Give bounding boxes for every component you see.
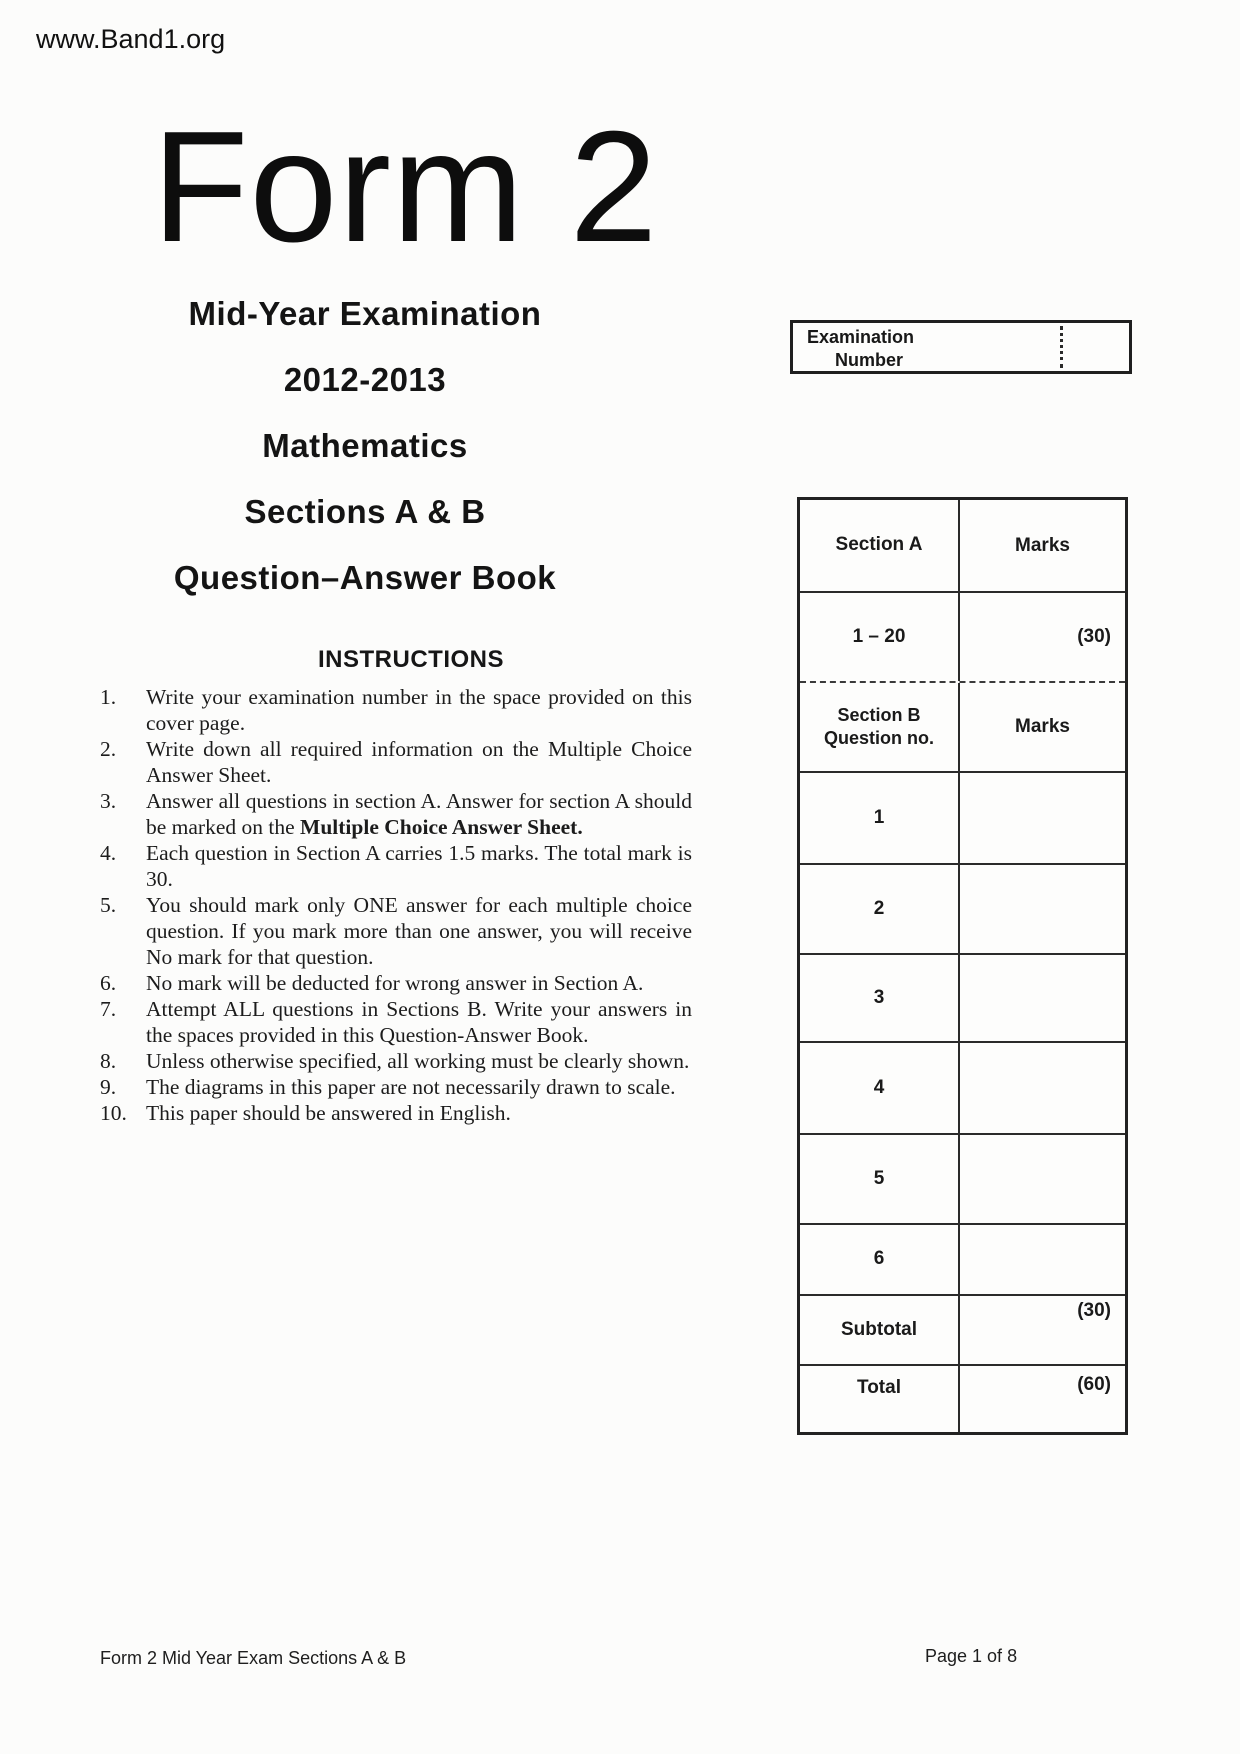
instruction-text [146, 970, 692, 996]
table-row-q1 [800, 773, 1125, 865]
instruction-text [146, 736, 692, 788]
instruction-number: 5. [100, 893, 117, 917]
instruction-number: 9. [100, 1075, 117, 1099]
section-b-label-line1: Section B [837, 704, 921, 725]
instruction-text [146, 1074, 692, 1100]
instruction-text [146, 684, 692, 736]
cell-question-marks [960, 1225, 1125, 1294]
table-row-q2 [800, 865, 1125, 955]
table-row-section-a-header [800, 500, 1125, 593]
cell-question-no: 5 [800, 1135, 960, 1223]
instruction-text-body: Unless otherwise specified, all working must be clearly shown. [146, 1049, 690, 1073]
table-row-q3 [800, 955, 1125, 1043]
table-row-q4 [800, 1043, 1125, 1135]
cell-question-marks [960, 773, 1125, 863]
cell-question-no: 2 [800, 865, 960, 953]
cell-question-no: 4 [800, 1043, 960, 1133]
cell-section-a-marks: (30) [1077, 626, 1111, 647]
instruction-item-6 [100, 970, 692, 996]
instruction-text [146, 996, 692, 1048]
cell-question-marks [960, 1135, 1125, 1223]
instruction-item-9 [100, 1074, 692, 1100]
instruction-number: 4. [100, 841, 117, 865]
cell-subtotal-label: Subtotal [800, 1296, 960, 1364]
instruction-number: 3. [100, 789, 117, 813]
instruction-text-body: The diagrams in this paper are not necessarily drawn to scale. [146, 1075, 676, 1099]
exam-number-label-line2: Number [835, 349, 904, 370]
instructions-section [100, 646, 692, 1126]
title-block [95, 295, 635, 625]
instruction-text-body: Write your examination number in the space provided on this cover page. [146, 685, 692, 735]
subtitle-year: 2012-2013 [283, 361, 447, 398]
cell-section-a-label: Section A [800, 500, 960, 591]
instruction-text [146, 892, 692, 970]
instruction-text [146, 1048, 692, 1074]
instruction-text [146, 1100, 692, 1126]
table-row-subtotal [800, 1296, 1125, 1366]
subtitle-subject: Mathematics [262, 427, 468, 464]
cell-question-marks [960, 955, 1125, 1041]
page-title: Form 2 [152, 99, 659, 275]
subtitle-book: Question–Answer Book [173, 559, 557, 596]
instruction-text-bold: Multiple Choice Answer Sheet. [300, 815, 583, 839]
cell-marks-header-b: Marks [1015, 716, 1070, 737]
subtitle-sections: Sections A & B [244, 493, 486, 530]
subtitle-exam: Mid-Year Examination [188, 295, 542, 332]
exam-number-divider [1060, 326, 1063, 368]
instruction-text-body: Attempt ALL questions in Sections B. Write your answers in the spaces provided in this Question-Answer Book. [146, 997, 692, 1047]
cell-question-range: 1 – 20 [800, 593, 960, 681]
cell-question-no: 6 [800, 1225, 960, 1294]
section-b-label-line2: Question no. [824, 728, 934, 748]
instruction-item-4 [100, 840, 692, 892]
exam-number-label [793, 323, 1129, 371]
footer-document-title: Form 2 Mid Year Exam Sections A & B [100, 1648, 407, 1668]
instruction-text-body: This paper should be answered in English. [146, 1101, 511, 1125]
cell-question-no: 3 [800, 955, 960, 1041]
instruction-item-10 [100, 1100, 692, 1126]
instruction-item-1 [100, 684, 692, 736]
instruction-number: 8. [100, 1049, 117, 1073]
table-row-total [800, 1366, 1125, 1432]
instruction-number: 7. [100, 997, 117, 1021]
instruction-item-5 [100, 892, 692, 970]
table-row-q5 [800, 1135, 1125, 1225]
instruction-text [146, 788, 692, 840]
table-row-section-a [800, 593, 1125, 683]
instruction-text-body: You should mark only ONE answer for each multiple choice question. If you mark more than one answer, you will receive No mark for that question. [146, 893, 692, 969]
instruction-item-2 [100, 736, 692, 788]
marks-table [797, 497, 1128, 1435]
instruction-text-body: Write down all required information on the Multiple Choice Answer Sheet. [146, 737, 692, 787]
cell-total-marks: (60) [1077, 1374, 1111, 1395]
watermark: www.Band1.org [36, 24, 226, 54]
instruction-text-body: Each question in Section A carries 1.5 marks. The total mark is 30. [146, 841, 692, 891]
table-row-section-b-header [800, 683, 1125, 773]
footer-page-number: Page 1 of 8 [925, 1646, 1018, 1666]
instruction-number: 2. [100, 737, 117, 761]
instruction-number: 10. [100, 1101, 127, 1125]
instruction-text-body: Answer all questions in section A. Answer for section A should be marked on the [146, 789, 692, 839]
cell-subtotal-marks: (30) [1077, 1300, 1111, 1321]
exam-number-label-line1: Examination [807, 327, 915, 347]
cell-section-b-label [800, 683, 960, 771]
instructions-heading: INSTRUCTIONS [318, 646, 504, 673]
table-row-q6 [800, 1225, 1125, 1296]
cell-total-label: Total [800, 1366, 960, 1432]
instruction-number: 1. [100, 685, 117, 709]
instruction-text [146, 840, 692, 892]
instruction-text-body: No mark will be deducted for wrong answer in Section A. [146, 971, 644, 995]
instruction-number: 6. [100, 971, 117, 995]
cell-question-marks [960, 1043, 1125, 1133]
cell-marks-header-a: Marks [1015, 534, 1070, 556]
instruction-item-3 [100, 788, 692, 840]
instruction-item-8 [100, 1048, 692, 1074]
exam-number-box [790, 320, 1132, 374]
cell-question-no: 1 [800, 773, 960, 863]
instruction-item-7 [100, 996, 692, 1048]
cell-question-marks [960, 865, 1125, 953]
